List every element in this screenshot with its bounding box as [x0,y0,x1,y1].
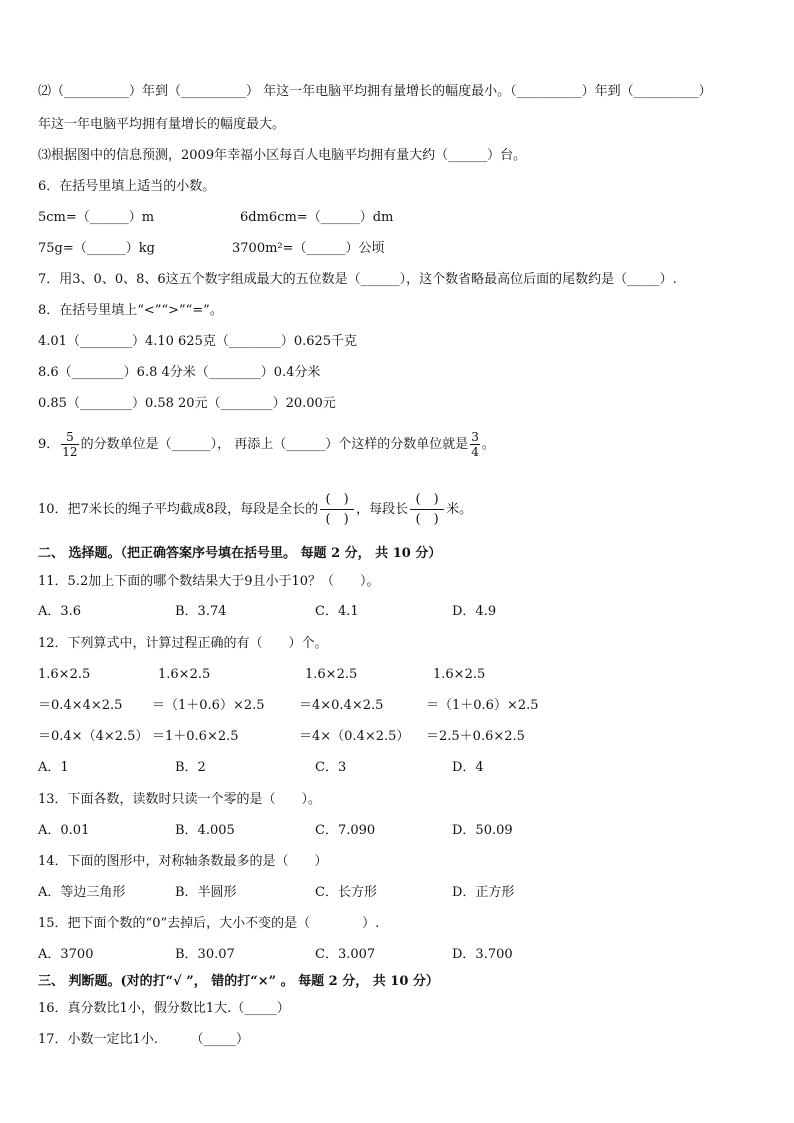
q10-text-1: 10．把7米长的绳子平均截成8段，每段是全长的 [38,501,319,517]
q9 [38,430,495,459]
calc-cell: ＝0.4×（4×2.5） [38,729,149,744]
section-2-heading: 二、 选择题。（把正确答案序号填在括号里。 每题 2 分， 共 10 分） [38,546,442,561]
q8-row-1: 4.01（________）4.10 625克（________）0.625千克 [38,334,358,349]
fraction-denominator: 12 [62,445,78,459]
fraction-numerator: 3 [471,430,479,444]
q5-part2-line1: ⑵（__________）年到（__________） 年这一年电脑平均拥有量增长的幅度最小。（__________）年到（__________） [38,84,712,99]
option-c: C．长方形 [315,885,377,900]
fraction-denominator: 4 [471,445,479,459]
q6-item-4: 3700m²=（______）公顷 [232,241,385,256]
q9-fraction-3-4 [470,430,480,459]
option-b: B．30.07 [175,947,235,962]
option-a: A．0.01 [38,823,90,838]
q6-item-3: 75g=（______）kg [38,241,155,256]
q10 [38,491,472,528]
fraction-bar [320,509,354,510]
q8-title: 8．在括号里填上“<”“>”“=”。 [38,303,223,318]
q13: 13．下面各数，读数时只读一个零的是（ ）。 [38,792,322,807]
section-3-heading: 三、 判断题。(对的打“√ ”， 错的打“×” 。 每题 2 分， 共 10 分） [38,974,439,989]
calc-cell: ＝4×（0.4×2.5） [299,729,410,744]
q15: 15．把下面个数的“0”去掉后，大小不变的是（ ）. [38,916,380,931]
q9-text: 的分数单位是（______）， 再添上（______）个这样的分数单位就是 [80,436,469,452]
option-c: C．7.090 [315,823,376,838]
calc-cell: 1.6×2.5 [38,667,91,682]
option-b: B．3.74 [175,604,227,619]
calc-cell: ＝4×0.4×2.5 [299,698,384,713]
option-a: A．1 [38,760,69,775]
q9-end: 。 [481,436,495,452]
option-d: D．4.9 [452,604,497,619]
q10-text-3: 米。 [446,501,473,517]
q9-number: 9． [38,436,60,452]
blank-numerator: ( ) [325,492,349,507]
option-d: D．4 [452,760,484,775]
calc-cell: ＝（1＋0.6）×2.5 [152,698,265,713]
option-b: B．4.005 [175,823,235,838]
q16: 16．真分数比1小，假分数比1大.（_____） [38,1001,290,1016]
option-b: B．半圆形 [175,885,237,900]
option-a: A．3700 [38,947,94,962]
q6-title: 6．在括号里填上适当的小数。 [38,179,216,194]
blank-denominator: ( ) [325,512,349,527]
option-a: A．等边三角形 [38,885,126,900]
fraction-numerator: 5 [66,430,74,444]
q10-blank-fraction-1 [320,491,354,528]
q8-row-2: 8.6（________）6.8 4分米（________）0.4分米 [38,365,321,380]
calc-cell: 1.6×2.5 [305,667,358,682]
fraction-bar [410,509,444,510]
option-c: C．4.1 [315,604,359,619]
option-d: D．3.700 [452,947,513,962]
blank-numerator: ( ) [415,492,439,507]
calc-cell: 1.6×2.5 [158,667,211,682]
q5-part3: ⑶根据图中的信息预测，2009年幸福小区每百人电脑平均拥有量大约（______）台。 [38,148,527,163]
calc-cell: ＝2.5＋0.6×2.5 [426,729,525,744]
blank-denominator: ( ) [415,512,439,527]
option-a: A．3.6 [38,604,82,619]
calc-cell: ＝0.4×4×2.5 [38,698,123,713]
q10-blank-fraction-2 [410,491,444,528]
q5-part2-line2: 年这一年电脑平均拥有量增长的幅度最大。 [38,117,286,132]
q6-item-2: 6dm6cm=（______）dm [240,210,394,225]
calc-cell: 1.6×2.5 [433,667,486,682]
calc-cell: ＝1＋0.6×2.5 [152,729,239,744]
option-d: D．正方形 [452,885,515,900]
q10-text-2: ，每段长 [356,501,409,517]
option-c: C．3 [315,760,347,775]
option-b: B．2 [175,760,206,775]
q17: 17．小数一定比1小. （_____） [38,1032,249,1047]
q12: 12．下列算式中，计算过程正确的有（ ）个。 [38,636,328,651]
q7: 7．用3、0、0、8、6这五个数字组成最大的五位数是（______），这个数省略最高位后面的尾数约是（_____）. [38,272,677,287]
calc-cell: ＝（1＋0.6）×2.5 [426,698,539,713]
q6-item-1: 5cm=（______）m [38,210,155,225]
q9-fraction-5-12 [61,430,78,459]
option-d: D．50.09 [452,823,513,838]
q8-row-3: 0.85（________）0.58 20元（________）20.00元 [38,396,336,411]
q11: 11．5.2加上下面的哪个数结果大于9且小于10？（ ）。 [38,574,380,589]
option-c: C．3.007 [315,947,376,962]
q14: 14．下面的图形中，对称轴条数最多的是（ ） [38,854,328,869]
